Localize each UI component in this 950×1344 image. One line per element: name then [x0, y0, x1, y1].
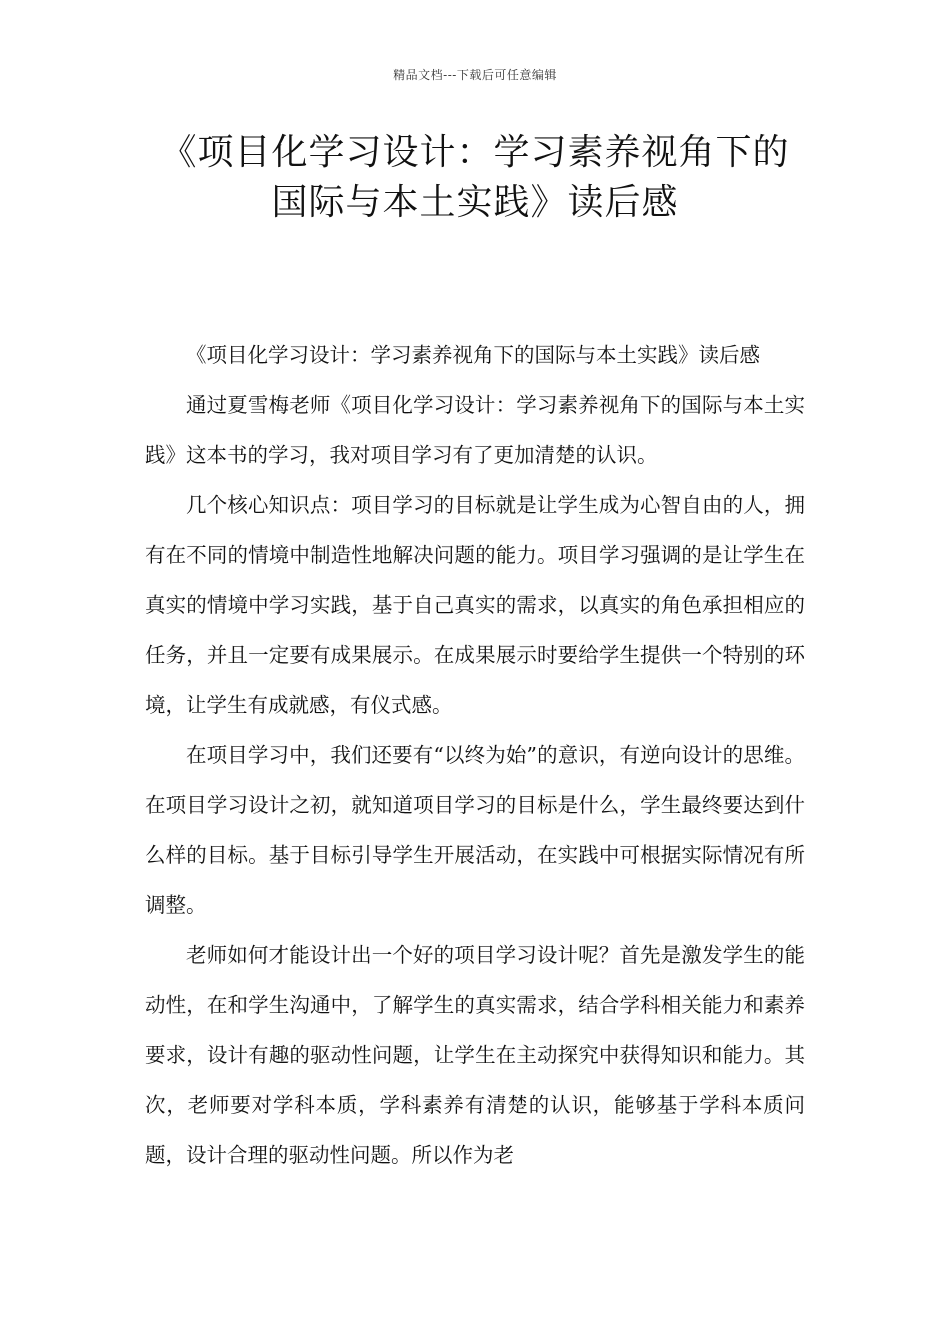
paragraph: 《项目化学习设计：学习素养视角下的国际与本土实践》读后感 — [186, 343, 760, 367]
paragraph: 几个核心知识点：项目学习的目标就是让学生成为心智自由的人，拥有在不同的情境中制造性地解决问题的能力。项目学习强调的是让学生在真实的情境中学习实践，基于自己真实的需求，以真实的角色承担相应的任务，并且一定要有成果展示。在成果展示时要给学生提供一个特别的环境，让学生有成就感，有仪式感。 — [145, 493, 805, 717]
header-note: 精品文档---下载后可任意编辑 — [393, 68, 557, 82]
title-line-2: 国际与本土实践》读后感 — [271, 182, 679, 223]
paragraph: 在项目学习中，我们还要有“以终为始”的意识，有逆向设计的思维。在项目学习设计之初，就知道项目学习的目标是什么，学生最终要达到什么样的目标。基于目标引导学生开展活动，在实践中可根据实际情况有所调整。 — [145, 743, 805, 917]
paragraph: 通过夏雪梅老师《项目化学习设计：学习素养视角下的国际与本土实践》这本书的学习，我对项目学习有了更加清楚的认识。 — [145, 393, 805, 467]
document-title — [100, 128, 850, 228]
paragraph: 老师如何才能设计出一个好的项目学习设计呢？首先是激发学生的能动性，在和学生沟通中，了解学生的真实需求，结合学科相关能力和素养要求，设计有趣的驱动性问题，让学生在主动探究中获得知识和能力。其次，老师要对学科本质，学科素养有清楚的认识，能够基于学科本质问题，设计合理的驱动性问题。所以作为老 — [145, 943, 805, 1167]
document-body — [145, 330, 805, 1180]
title-line-1: 《项目化学习设计：学习素养视角下的 — [160, 132, 790, 173]
